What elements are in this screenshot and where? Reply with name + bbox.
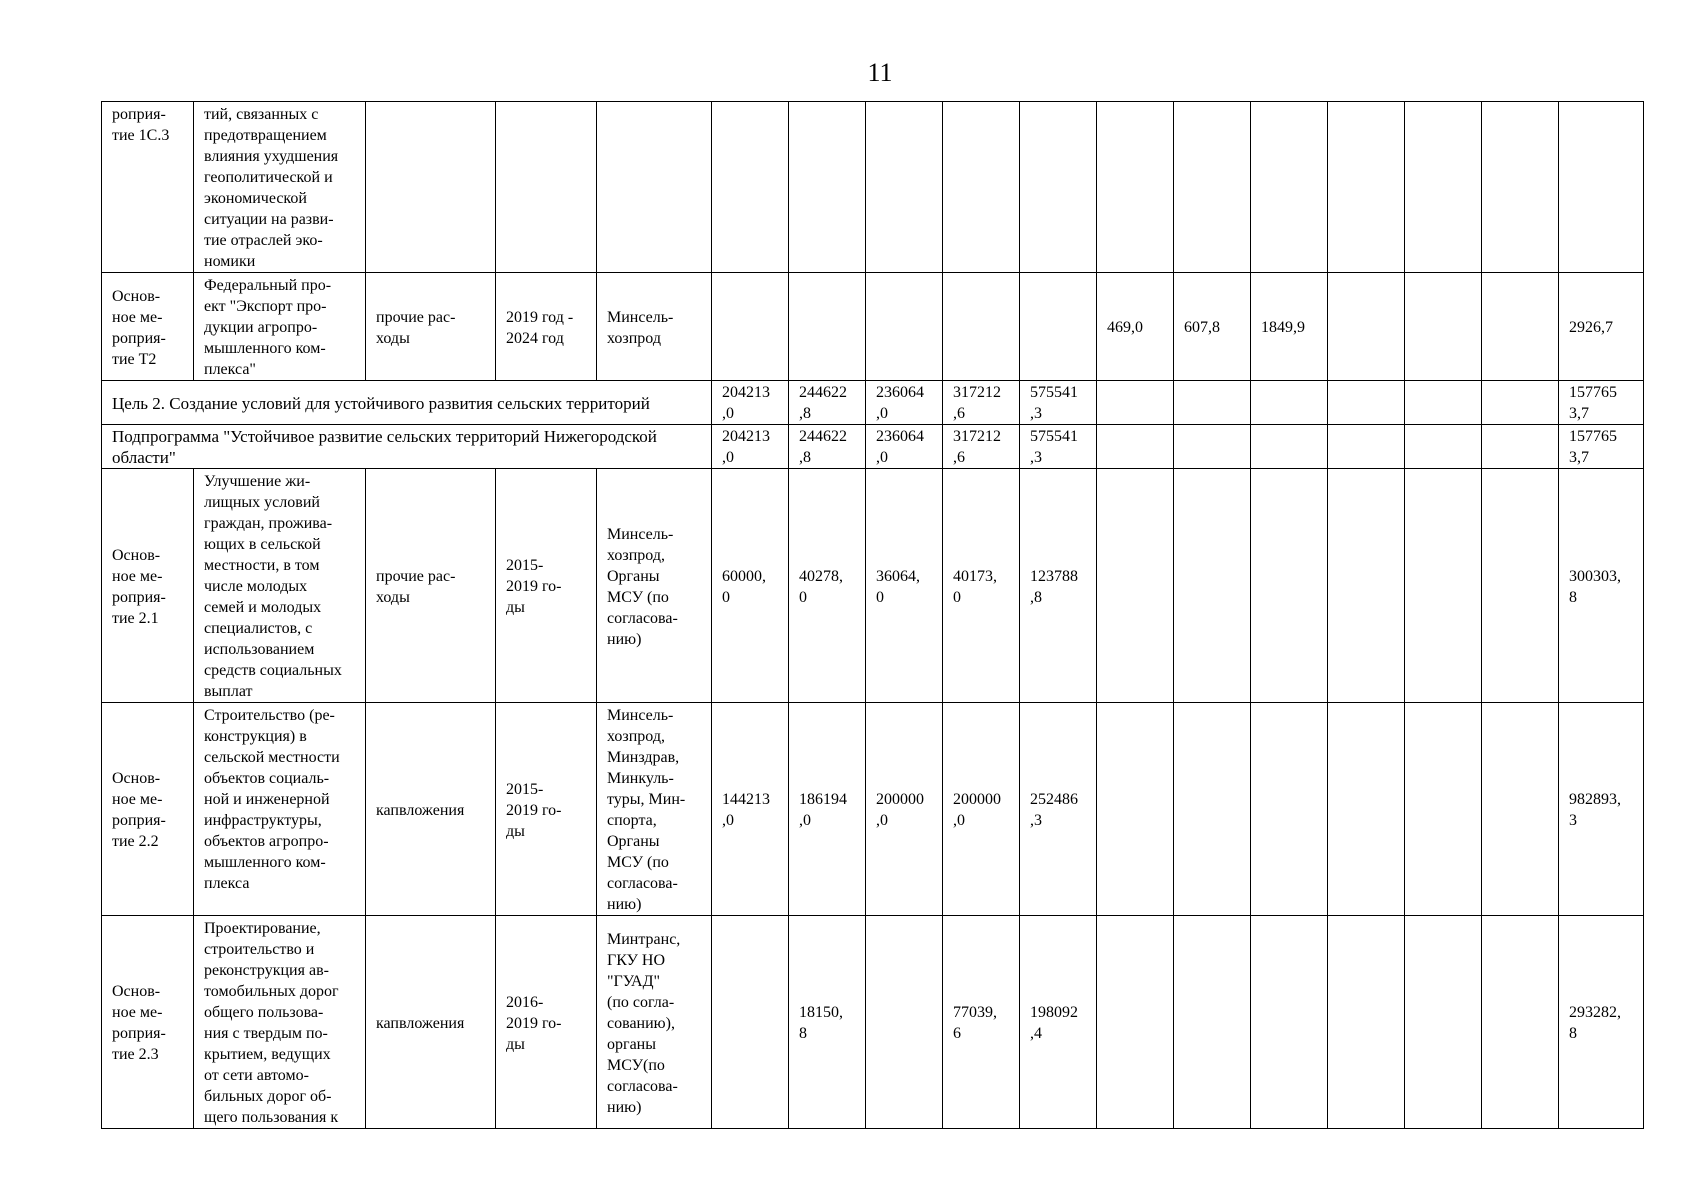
expense-type [366,102,496,273]
table-row [102,703,1644,916]
cell-line: номики [204,253,256,270]
cell-line: 2926,7 [1569,319,1613,336]
year-value-cell [1328,102,1405,273]
cell-line: ,8 [1030,588,1042,606]
cell-line: ды [506,822,525,840]
cell-line: 198092 [1030,1004,1078,1021]
measure-name [194,273,366,381]
cell-line: ект "Экспорт про- [204,298,327,315]
cell-line: 144213 [722,791,770,808]
year-value-cell [1405,381,1482,425]
year-value-cell [712,916,789,1129]
year-value-cell [866,916,943,1129]
cell-line: МСУ(по [607,1056,665,1074]
year-value-cell [1097,916,1174,1129]
cell-line: капвложения [376,801,465,819]
cell-line: 157765 [1569,428,1617,445]
expense-type [366,273,496,381]
year-value-cell [1251,273,1328,381]
cell-line: Минсель- [607,707,674,724]
cell-line: тие отраслей эко- [204,232,323,249]
period [496,916,597,1129]
cell-line: 244622 [799,428,847,445]
cell-line: ды [506,599,525,616]
subprogram-label [102,425,712,469]
cell-line: плекса" [204,361,256,378]
executor [597,273,712,381]
cell-line: ное ме- [112,791,163,808]
expense-type [366,703,496,916]
measure-code [102,469,194,703]
total-cell [1559,469,1644,703]
cell-line: 8 [1569,1025,1577,1042]
cell-line: ной и инженерной [204,791,330,808]
executor [597,916,712,1129]
year-value-cell [789,703,866,916]
table-row [102,273,1644,381]
year-value-cell [1020,469,1097,703]
cell-line: влияния ухудшения [204,148,339,165]
year-value-cell [1020,273,1097,381]
cell-line: капвложения [376,1014,465,1032]
table-row [102,425,1644,469]
cell-line: Основ- [112,983,161,1000]
cell-line: специалистов, с [204,620,313,637]
cell-line: МСУ (по [607,588,669,606]
cell-line: Минсель- [607,525,674,543]
year-value-cell [789,273,866,381]
year-value-cell [789,425,866,469]
cell-line: 3 [1569,812,1577,829]
cell-line: 204213 [722,384,770,401]
year-value-cell [866,381,943,425]
cell-line: 2015- [506,780,544,798]
cell-line: согласова- [607,1077,678,1095]
cell-line: 0 [799,588,807,606]
cell-line: ходы [376,588,410,606]
year-value-cell [1482,916,1559,1129]
cell-line: ,3 [1030,449,1042,466]
period [496,102,597,273]
cell-line: 300303, [1569,567,1621,585]
cell-line: 244622 [799,384,847,401]
cell-line: 2016- [506,993,544,1011]
year-value-cell [1482,102,1559,273]
year-value-cell [1328,273,1405,381]
cell-line: роприя- [112,106,166,123]
cell-line: выплат [204,683,253,700]
year-value-cell [1405,916,1482,1129]
year-value-cell [1328,703,1405,916]
cell-line: числе молодых [204,578,308,595]
cell-line: 2019 го- [506,1014,562,1032]
cell-line: МСУ (по [607,854,669,871]
cell-line: 60000, [722,567,766,585]
year-value-cell [866,102,943,273]
cell-line: 157765 [1569,384,1617,401]
total-cell [1559,381,1644,425]
year-value-cell [1328,381,1405,425]
cell-line: ное ме- [112,567,163,585]
year-value-cell [1482,381,1559,425]
cell-line: ситуации на разви- [204,211,334,228]
cell-line: ,0 [722,812,734,829]
year-value-cell [1405,102,1482,273]
year-value-cell [712,273,789,381]
cell-line: 252486 [1030,791,1078,808]
year-value-cell [943,425,1020,469]
cell-line: 317212 [953,384,1001,401]
cell-line: лищных условий [204,494,320,511]
goal-label [102,381,712,425]
year-value-cell [789,916,866,1129]
year-value-cell [1097,469,1174,703]
year-value-cell [1482,273,1559,381]
year-value-cell [1405,469,1482,703]
measure-name [194,916,366,1129]
cell-line: ,0 [876,405,888,422]
cell-line: 3,7 [1569,405,1589,422]
cell-line: 317212 [953,428,1001,445]
measure-code [102,916,194,1129]
cell-line: тий, связанных с [204,106,319,123]
cell-line: хозпрод, [607,546,665,564]
year-value-cell [1251,916,1328,1129]
cell-line: ,6 [953,405,965,422]
cell-line: ходы [376,329,410,347]
cell-line: ,6 [953,449,965,466]
year-value-cell [1328,916,1405,1129]
year-value-cell [1097,381,1174,425]
cell-line: 236064 [876,384,924,401]
year-value-cell [1328,469,1405,703]
year-value-cell [866,425,943,469]
cell-line: предотвращением [204,127,327,144]
cell-line: Строительство (ре- [204,707,335,724]
year-value-cell [1174,703,1251,916]
cell-line: Минкуль- [607,770,674,787]
cell-line: ,0 [722,405,734,422]
cell-line: 200000 [876,791,924,808]
cell-line: мышленного ком- [204,854,326,871]
cell-line: ное ме- [112,308,163,326]
year-value-cell [789,102,866,273]
total-cell [1559,703,1644,916]
cell-line: от сети автомо- [204,1067,309,1084]
cell-line: ,8 [799,449,811,466]
cell-line: бильных дорог об- [204,1088,332,1105]
cell-line: Основ- [112,287,161,305]
year-value-cell [1251,381,1328,425]
cell-line: конструкция) в [204,728,307,745]
year-value-cell [789,469,866,703]
table-row [102,381,1644,425]
cell-line: 8 [1569,588,1577,606]
year-value-cell [866,469,943,703]
year-value-cell [1020,381,1097,425]
cell-line: сованию), [607,1014,675,1032]
cell-line: Проектирование, [204,920,321,937]
cell-line: Органы [607,833,660,850]
cell-line: граждан, прожива- [204,515,333,532]
year-value-cell [1328,425,1405,469]
year-value-cell [1174,273,1251,381]
year-value-cell [1251,102,1328,273]
cell-line: 18150, [799,1004,843,1021]
cell-line: 40173, [953,567,997,585]
cell-line: 2024 год [506,329,564,347]
cell-line: спорта, [607,812,657,829]
cell-line: Подпрограмма "Устойчивое развитие сельских территорий Нижегородской [112,427,657,446]
cell-line: нию) [607,1098,642,1116]
cell-line: "ГУАД" [607,972,661,990]
expense-type [366,469,496,703]
cell-line: щего пользования к [204,1109,339,1126]
cell-line: 1849,9 [1261,319,1305,336]
total-cell [1559,916,1644,1129]
cell-line: 204213 [722,428,770,445]
cell-line: ,0 [876,812,888,829]
cell-line: Федеральный про- [204,277,332,294]
cell-line: 123788 [1030,567,1078,585]
year-value-cell [866,273,943,381]
cell-line: плекса [204,875,250,892]
cell-line: органы [607,1035,656,1053]
executor [597,102,712,273]
cell-line: 575541 [1030,384,1078,401]
year-value-cell [712,425,789,469]
cell-line: Основ- [112,546,161,564]
year-value-cell [943,273,1020,381]
cell-line: 607,8 [1184,319,1220,336]
cell-line: 0 [722,588,730,606]
cell-line: ,0 [876,449,888,466]
cell-line: нию) [607,896,642,913]
cell-line: роприя- [112,329,166,347]
cell-line: тие 2.2 [112,833,159,850]
cell-line: тие 2.1 [112,609,159,627]
year-value-cell [1020,916,1097,1129]
cell-line: ,0 [799,812,811,829]
measure-name [194,703,366,916]
cell-line: Минтранс, [607,930,681,948]
year-value-cell [943,703,1020,916]
cell-line: (по согла- [607,993,675,1011]
year-value-cell [1174,381,1251,425]
total-cell [1559,425,1644,469]
page-number: 11 [867,58,893,87]
year-value-cell [712,469,789,703]
cell-line: ды [506,1035,525,1053]
total-cell [1559,273,1644,381]
cell-line: прочие рас- [376,308,456,326]
cell-line: томобильных дорог [204,983,339,1000]
cell-line: 186194 [799,791,847,808]
cell-line: 982893, [1569,791,1621,808]
year-value-cell [1097,273,1174,381]
cell-line: дукции агропро- [204,319,318,336]
year-value-cell [1097,425,1174,469]
cell-line: общего пользова- [204,1004,324,1021]
expense-type [366,916,496,1129]
cell-line: согласова- [607,875,678,892]
table-row [102,916,1644,1129]
year-value-cell [712,703,789,916]
year-value-cell [943,102,1020,273]
cell-line: области" [112,448,176,467]
cell-line: сельской местности [204,749,340,766]
cell-line: 236064 [876,428,924,445]
cell-line: ,0 [953,812,965,829]
year-value-cell [1482,469,1559,703]
year-value-cell [1405,703,1482,916]
year-value-cell [1251,703,1328,916]
cell-line: согласова- [607,609,678,627]
executor [597,703,712,916]
year-value-cell [943,381,1020,425]
executor [597,469,712,703]
cell-line: 0 [953,588,961,606]
cell-line: крытием, ведущих [204,1046,331,1063]
year-value-cell [1020,703,1097,916]
cell-line: 293282, [1569,1004,1621,1021]
cell-line: хозпрод [607,329,661,347]
period [496,469,597,703]
cell-line: ,3 [1030,405,1042,422]
year-value-cell [1020,425,1097,469]
year-value-cell [1251,425,1328,469]
cell-line: ,3 [1030,812,1042,829]
cell-line: нию) [607,630,642,648]
year-value-cell [1020,102,1097,273]
year-value-cell [1405,425,1482,469]
period [496,703,597,916]
year-value-cell [1174,425,1251,469]
cell-line: 2015- [506,557,544,574]
year-value-cell [1251,469,1328,703]
cell-line: инфраструктуры, [204,812,322,829]
cell-line: тие Т2 [112,350,157,368]
year-value-cell [1097,102,1174,273]
cell-line: ния с твердым по- [204,1025,328,1042]
cell-line: 469,0 [1107,319,1143,336]
year-value-cell [1174,469,1251,703]
cell-line: средств социальных [204,662,342,679]
program-table [101,101,1644,1129]
cell-line: объектов социаль- [204,770,330,787]
cell-line: хозпрод, [607,728,665,745]
cell-line: тие 1С.3 [112,127,170,144]
measure-code [102,703,194,916]
cell-line: 2019 год - [506,308,574,326]
cell-line: 2019 го- [506,578,562,595]
year-value-cell [943,916,1020,1129]
cell-line: Органы [607,567,660,585]
measure-name [194,102,366,273]
cell-line: 8 [799,1025,807,1042]
cell-line: Минсель- [607,308,674,326]
cell-line: ,8 [799,405,811,422]
measure-name [194,469,366,703]
cell-line: ющих в сельской [204,536,321,553]
cell-line: Улучшение жи- [204,473,311,490]
cell-line: 2019 го- [506,801,562,819]
year-value-cell [1405,273,1482,381]
cell-line: 77039, [953,1004,997,1021]
cell-line: прочие рас- [376,567,456,585]
total-cell [1559,102,1644,273]
year-value-cell [789,381,866,425]
cell-line: использованием [204,641,315,658]
cell-line: роприя- [112,1025,166,1042]
cell-line: роприя- [112,588,166,606]
cell-line: ,4 [1030,1025,1042,1042]
cell-line: геополитической и [204,169,333,186]
measure-code [102,102,194,273]
year-value-cell [712,381,789,425]
cell-line: туры, Мин- [607,791,686,808]
cell-line: реконструкция ав- [204,962,329,979]
table-row [102,102,1644,273]
cell-line: Основ- [112,770,161,787]
year-value-cell [1482,703,1559,916]
cell-line: тие 2.3 [112,1046,159,1063]
cell-line: 40278, [799,567,843,585]
cell-line: 3,7 [1569,449,1589,466]
cell-line: ,0 [722,449,734,466]
cell-line: 575541 [1030,428,1078,445]
cell-line: семей и молодых [204,599,322,616]
cell-line: строительство и [204,941,315,958]
cell-line: мышленного ком- [204,340,326,357]
period [496,273,597,381]
cell-line: экономической [204,190,307,207]
cell-line: 6 [953,1025,961,1042]
year-value-cell [1482,425,1559,469]
year-value-cell [1174,916,1251,1129]
cell-line: ГКУ НО [607,951,666,969]
year-value-cell [1174,102,1251,273]
cell-line: роприя- [112,812,166,829]
year-value-cell [1097,703,1174,916]
table-row [102,469,1644,703]
year-value-cell [866,703,943,916]
year-value-cell [712,102,789,273]
cell-line: местности, в том [204,557,320,574]
cell-line: ное ме- [112,1004,163,1021]
cell-line: Цель 2. Создание условий для устойчивого развития сельских территорий [112,393,650,413]
measure-code [102,273,194,381]
year-value-cell [943,469,1020,703]
cell-line: 200000 [953,791,1001,808]
cell-line: Минздрав, [607,749,680,766]
cell-line: 36064, [876,567,920,585]
cell-line: 0 [876,588,884,606]
cell-line: объектов агропро- [204,833,329,850]
